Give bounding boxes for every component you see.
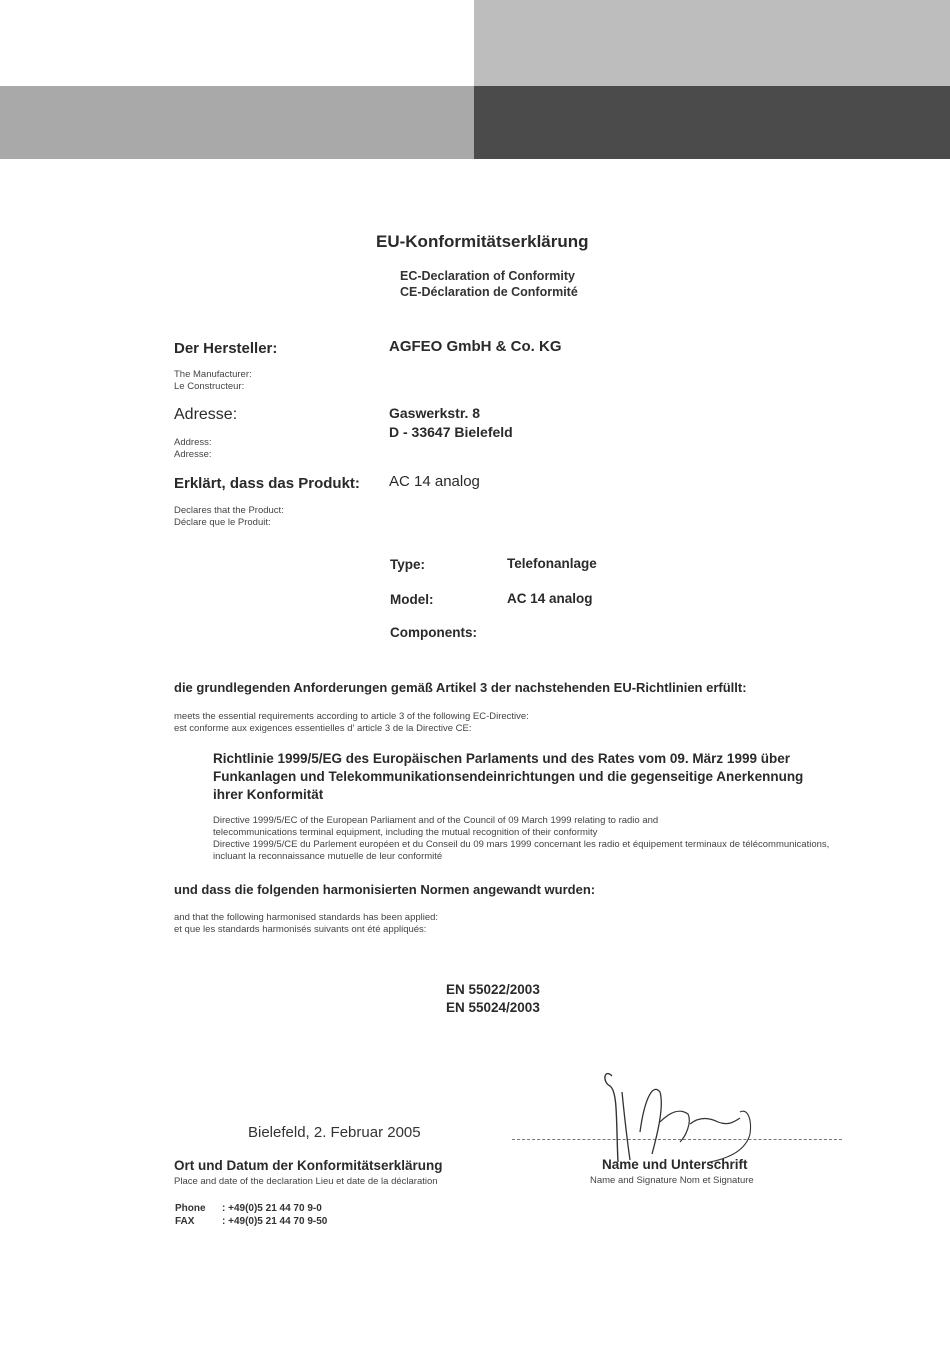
header-band-left — [0, 86, 474, 159]
standards-heading: und dass die folgenden harmonisierten Normen angewandt wurden: — [174, 882, 596, 897]
product-trans-en: Declares that the Product: — [174, 505, 284, 516]
directive-text: Richtlinie 1999/5/EG des Europäischen Parlaments und des Rates vom 09. März 1999 über Funkanlagen und Telekommunikationsendeinrichtungen und die gegenseitige Anerkennung ihrer Konformität — [213, 751, 804, 802]
manufacturer-trans-fr: Le Constructeur: — [174, 381, 245, 392]
place-date: Bielefeld, 2. Februar 2005 — [248, 1124, 421, 1141]
components-label: Components: — [390, 625, 477, 640]
model-value: AC 14 analog — [507, 591, 593, 606]
address-line1: Gaswerkstr. 8 — [389, 405, 481, 421]
fax-value: : +49(0)5 21 44 70 9-50 — [222, 1216, 328, 1227]
type-label: Type: — [390, 557, 426, 572]
phone-value: : +49(0)5 21 44 70 9-0 — [222, 1203, 322, 1214]
header-band-right — [474, 86, 950, 159]
subtitle-fr: CE-Déclaration de Conformité — [400, 285, 578, 299]
header-band-top — [474, 0, 950, 86]
signature-label: Name und Unterschrift — [602, 1157, 748, 1172]
standards-trans-fr: et que les standards harmonisés suivants ont été appliqués: — [174, 924, 427, 935]
manufacturer-value: AGFEO GmbH & Co. KG — [389, 338, 562, 355]
phone-label: Phone — [175, 1203, 206, 1214]
model-label: Model: — [390, 592, 434, 607]
document-title: EU-Konformitätserklärung — [376, 232, 589, 251]
place-label: Ort und Datum der Konformitätserklärung — [174, 1158, 443, 1173]
directive-trans-fr: Directive 1999/5/CE du Parlement européen et du Conseil du 09 mars 1999 concernant les radio et équipement terminaux de télécommunications, incluant la reconnaissance mutuelle de leur conformité — [213, 839, 830, 862]
directive-trans-en: Directive 1999/5/EC of the European Parliament and of the Council of 09 March 1999 relating to radio and telecommunications terminal equipment, including the mutual recognition of their conformity — [213, 815, 659, 838]
manufacturer-label: Der Hersteller: — [174, 340, 278, 357]
requirements-trans-en: meets the essential requirements according to article 3 of the following EC-Directive: — [174, 711, 529, 722]
standard-item: EN 55024/2003 — [446, 1000, 540, 1015]
fax-label: FAX — [175, 1216, 195, 1227]
product-value: AC 14 analog — [389, 473, 480, 490]
signature-trans: Name and Signature Nom et Signature — [590, 1175, 754, 1186]
subtitle-en: EC-Declaration of Conformity — [400, 269, 576, 283]
type-value: Telefonanlage — [507, 556, 597, 571]
address-trans-fr: Adresse: — [174, 449, 212, 460]
standard-item: EN 55022/2003 — [446, 982, 540, 997]
place-trans: Place and date of the declaration Lieu et date de la déclaration — [174, 1176, 438, 1187]
standards-trans-en: and that the following harmonised standards has been applied: — [174, 912, 439, 923]
handwritten-signature — [600, 1062, 770, 1172]
product-trans-fr: Déclare que le Produit: — [174, 517, 271, 528]
address-label: Adresse: — [174, 406, 238, 423]
manufacturer-trans-en: The Manufacturer: — [174, 369, 252, 380]
product-label: Erklärt, dass das Produkt: — [174, 475, 360, 492]
address-trans-en: Address: — [174, 437, 212, 448]
requirements-trans-fr: est conforme aux exigences essentielles d' article 3 de la Directive CE: — [174, 723, 472, 734]
address-line2: D - 33647 Bielefeld — [389, 424, 513, 440]
requirements-heading: die grundlegenden Anforderungen gemäß Artikel 3 der nachstehenden EU-Richtlinien erfüllt: — [174, 680, 747, 695]
